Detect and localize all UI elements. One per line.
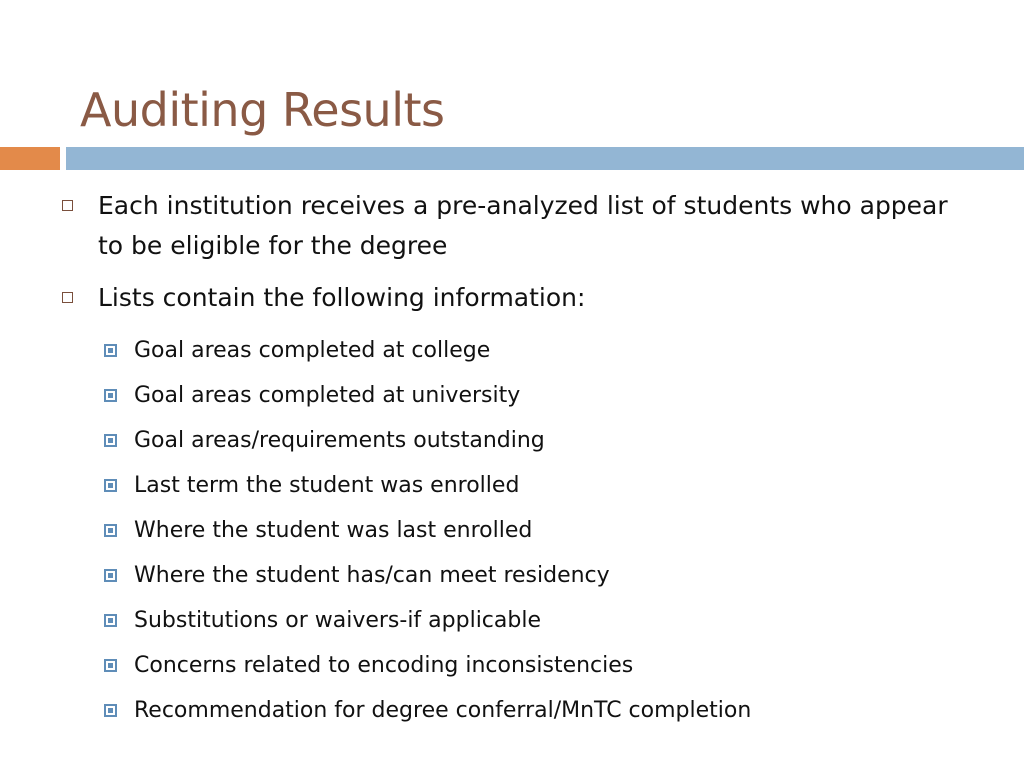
- title-accent-bar-blue: [66, 147, 1024, 170]
- filled-square-bullet-icon: [104, 524, 117, 537]
- sub-bullet-item: [60, 508, 960, 553]
- square-bullet-icon: [62, 200, 73, 211]
- square-bullet-icon: [62, 292, 73, 303]
- sub-bullet-item: [60, 328, 960, 373]
- filled-square-bullet-icon: [104, 479, 117, 492]
- sub-bullet-text: Substitutions or waivers-if applicable: [134, 608, 541, 633]
- sub-bullet-item: [60, 373, 960, 418]
- sub-bullet-item: [60, 688, 960, 733]
- bullet-text: Each institution receives a pre-analyzed list of students who appear to be eligible for the degree: [98, 191, 948, 260]
- sub-bullet-text: Recommendation for degree conferral/MnTC completion: [134, 698, 752, 723]
- filled-square-bullet-icon: [104, 434, 117, 447]
- title-accent-bar-orange: [0, 147, 60, 170]
- sub-bullet-item: [60, 463, 960, 508]
- sub-bullet-text: Goal areas completed at college: [134, 338, 491, 363]
- bullet-item: [60, 278, 960, 318]
- bullet-item: [60, 186, 960, 266]
- filled-square-bullet-icon: [104, 344, 117, 357]
- filled-square-bullet-icon: [104, 704, 117, 717]
- slide-content: [60, 186, 960, 733]
- sub-bullet-text: Last term the student was enrolled: [134, 473, 520, 498]
- sub-bullet-item: [60, 643, 960, 688]
- filled-square-bullet-icon: [104, 569, 117, 582]
- sub-bullet-text: Goal areas completed at university: [134, 383, 521, 408]
- slide-title: Auditing Results: [80, 83, 445, 137]
- sub-bullet-text: Goal areas/requirements outstanding: [134, 428, 545, 453]
- sub-bullet-item: [60, 553, 960, 598]
- filled-square-bullet-icon: [104, 614, 117, 627]
- bullet-text: Lists contain the following information:: [98, 283, 586, 312]
- sub-bullet-list: [60, 328, 960, 733]
- filled-square-bullet-icon: [104, 659, 117, 672]
- sub-bullet-text: Where the student has/can meet residency: [134, 563, 610, 588]
- sub-bullet-text: Concerns related to encoding inconsistencies: [134, 653, 634, 678]
- sub-bullet-item: [60, 418, 960, 463]
- filled-square-bullet-icon: [104, 389, 117, 402]
- sub-bullet-item: [60, 598, 960, 643]
- sub-bullet-text: Where the student was last enrolled: [134, 518, 533, 543]
